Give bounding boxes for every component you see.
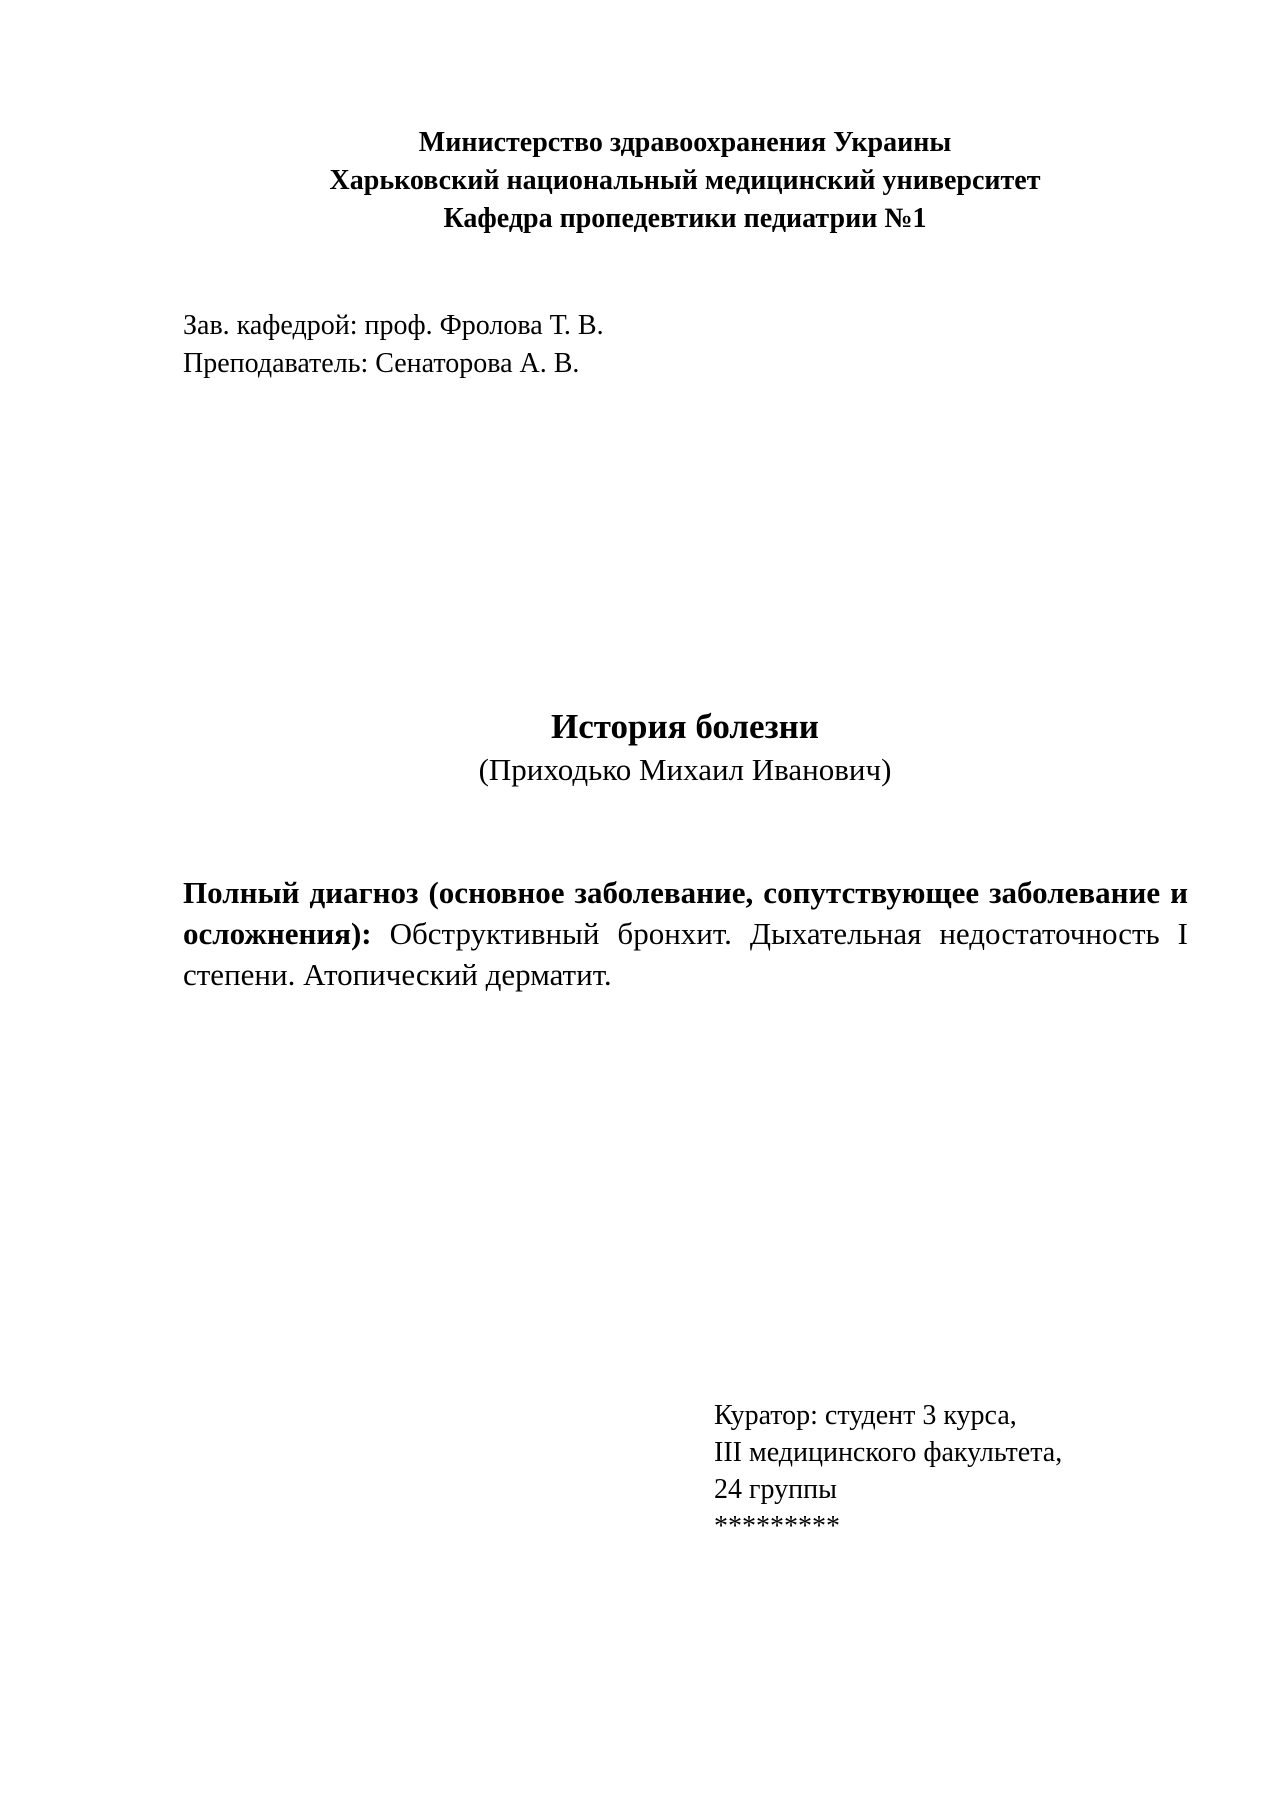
department-name: Кафедра пропедевтики педиатрии №1 <box>443 203 927 234</box>
teacher: Преподаватель: Сенаторова А. В. <box>183 348 580 379</box>
curator-line-1: Куратор: студент 3 курса, <box>714 1400 1017 1431</box>
document-header <box>0 124 1280 238</box>
document-title: История болезни <box>551 707 819 746</box>
curator-line-2: III медицинского факультета, <box>714 1437 1063 1468</box>
diagnosis-text: Обструктивный бронхит. Дыхательная недостаточность I степени. Атопический дерматит. <box>183 916 1188 992</box>
curator-line-4: ********* <box>714 1511 840 1542</box>
diagnosis-paragraph <box>183 872 1188 995</box>
ministry-name: Министерство здравоохранения Украины <box>418 127 952 158</box>
patient-name: (Приходько Михаил Иванович) <box>478 752 892 787</box>
curator-block <box>714 1397 1062 1545</box>
head-of-department: Зав. кафедрой: проф. Фролова Т. В. <box>183 310 604 341</box>
university-name: Харьковский национальный медицинский университет <box>329 165 1041 196</box>
staff-block <box>183 307 604 383</box>
title-block <box>0 705 1280 791</box>
curator-line-3: 24 группы <box>714 1474 837 1505</box>
diagnosis-label: Полный диагноз (основное заболевание, сопутствующее заболевание и осложнения): <box>183 875 1188 951</box>
